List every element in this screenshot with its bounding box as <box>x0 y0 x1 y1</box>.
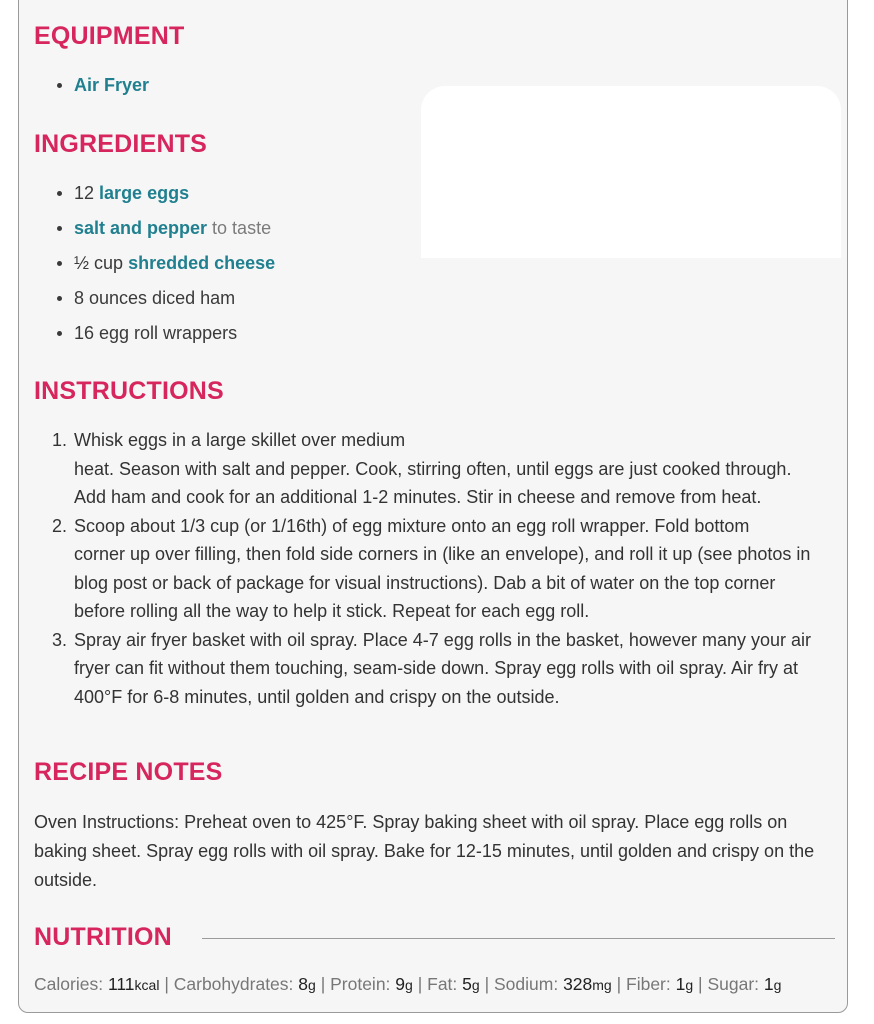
step-line: Whisk eggs in a large skillet over medium <box>74 430 406 450</box>
ingredients-heading: INGREDIENTS <box>34 130 208 158</box>
nutrition-separator: | <box>484 974 490 994</box>
equipment-list <box>56 73 149 108</box>
nutrition-label: Sugar: <box>707 974 760 994</box>
step-line: blog post or back of package for visual instructions). Dab a bit of water on the top corner <box>74 572 776 593</box>
step-number: 2. <box>52 515 68 536</box>
ingredient-item <box>56 216 275 251</box>
nutrition-value: 5 <box>462 974 472 994</box>
nutrition-separator: | <box>698 974 703 994</box>
nutrition-value: 9 <box>395 974 406 994</box>
step-line: heat. Season with salt and pepper. Cook, stirring often, until eggs are just cooked through. <box>74 458 792 479</box>
nutrition-value: 328 <box>563 974 593 994</box>
ingredient-item <box>56 286 275 321</box>
nutrition-label: Sodium: <box>493 974 559 994</box>
step-line: Spray air fryer basket with oil spray. Place 4-7 egg rolls in the basket, however many your air <box>74 629 811 650</box>
ingredient-amount: ½ cup <box>74 253 124 273</box>
recipe-notes-heading: RECIPE NOTES <box>34 758 223 786</box>
nutrition-value: 8 <box>298 974 309 994</box>
step-line: corner up over filling, then fold side corners in (like an envelope), and roll it up (see photos in <box>74 544 811 564</box>
equipment-item[interactable] <box>56 73 149 108</box>
nutrition-value: 1 <box>763 974 774 994</box>
nutrition-unit: g <box>308 977 316 993</box>
step-line: fryer can fit without them touching, seam-side down. Spray egg rolls with oil spray. Air fry at <box>74 658 798 678</box>
nutrition-unit: g <box>773 977 782 993</box>
nutrition-label: Fiber: <box>626 974 671 994</box>
nutrition-label: Protein: <box>330 974 391 994</box>
nutrition-separator: | <box>616 974 622 994</box>
step-line: 400°F for 6-8 minutes, until golden and crispy on the outside. <box>74 686 560 707</box>
nutrition-separator: | <box>164 974 169 994</box>
ingredient-text: 8 ounces diced ham <box>74 288 236 308</box>
step-number: 3. <box>52 629 68 650</box>
nutrition-label: Fat: <box>427 974 458 994</box>
nutrition-facts <box>34 974 781 995</box>
nutrition-value: 1 <box>675 974 686 994</box>
nutrition-unit: kcal <box>134 977 160 993</box>
step-line: before rolling all the way to help it stick. Repeat for each egg roll. <box>74 601 590 621</box>
nutrition-unit: mg <box>592 977 612 993</box>
instruction-step <box>52 426 842 512</box>
ingredient-item <box>56 321 275 356</box>
ingredient-note: to taste <box>212 218 272 238</box>
note-line: baking sheet. Spray egg rolls with oil spray. Bake for 12-15 minutes, until golden and crispy on the <box>34 841 815 861</box>
instruction-step <box>52 512 842 626</box>
nutrition-unit: g <box>405 977 413 993</box>
ad-placeholder <box>421 86 841 258</box>
ingredient-item <box>56 251 275 286</box>
step-line: Add ham and cook for an additional 1-2 minutes. Stir in cheese and remove from heat. <box>74 487 762 507</box>
step-line: Scoop about 1/3 cup (or 1/16th) of egg mixture onto an egg roll wrapper. Fold bottom <box>74 515 750 536</box>
ingredient-text: 16 egg roll wrappers <box>74 323 238 343</box>
ingredient-link[interactable]: shredded cheese <box>128 253 276 273</box>
nutrition-unit: g <box>685 977 694 993</box>
ingredient-link[interactable]: salt and pepper <box>74 218 208 238</box>
nutrition-divider <box>202 938 835 939</box>
ingredients-list <box>56 181 275 356</box>
ingredient-amount: 12 <box>74 183 95 203</box>
instructions-list <box>52 426 842 711</box>
recipe-notes-text <box>34 808 844 895</box>
nutrition-heading: NUTRITION <box>34 923 172 951</box>
equipment-link[interactable]: Air Fryer <box>74 75 150 95</box>
nutrition-label: Calories: <box>34 974 104 994</box>
ingredient-link[interactable]: large eggs <box>99 183 190 203</box>
nutrition-value: 111 <box>107 974 135 994</box>
ingredient-item <box>56 181 275 216</box>
instruction-step <box>52 626 842 712</box>
step-number: 1. <box>52 430 68 450</box>
nutrition-unit: g <box>471 977 480 993</box>
note-line: outside. <box>34 870 98 890</box>
nutrition-label: Carbohydrates: <box>173 974 294 994</box>
nutrition-separator: | <box>320 974 326 994</box>
note-line: Oven Instructions: Preheat oven to 425°F. Spray baking sheet with oil spray. Place egg rolls on <box>34 812 788 832</box>
equipment-heading: EQUIPMENT <box>34 22 185 50</box>
nutrition-separator: | <box>417 974 423 994</box>
instructions-heading: INSTRUCTIONS <box>34 377 224 405</box>
